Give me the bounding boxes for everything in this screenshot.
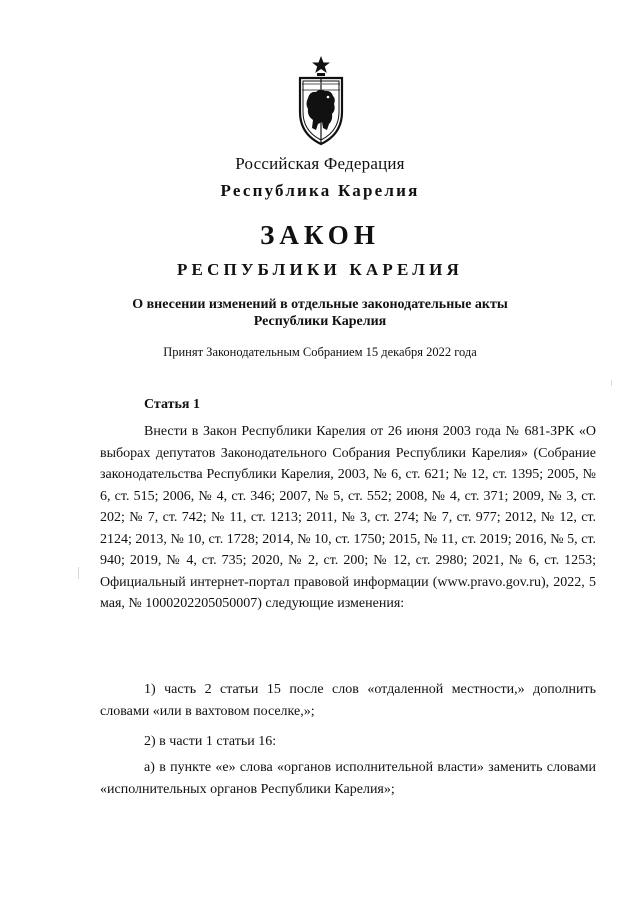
scan-artifact-mark <box>78 567 79 579</box>
law-subject <box>0 296 640 330</box>
amendment-item-1 <box>100 679 596 722</box>
law-subject-line-2: Республики Карелия <box>253 314 387 329</box>
country-name: Российская Федерация <box>235 154 405 173</box>
law-title: ЗАКОН <box>260 220 380 250</box>
amendment-item-2a <box>100 757 596 800</box>
adoption-note: Принят Законодательным Собранием 15 декабря 2022 года <box>163 345 477 359</box>
amendment-item-2 <box>100 731 596 753</box>
scan-artifact-mark <box>611 380 612 386</box>
law-subtitle: РЕСПУБЛИКИ КАРЕЛИЯ <box>176 260 464 279</box>
article-heading: Статья 1 <box>144 397 200 412</box>
republic-name: Республика Карелия <box>220 181 420 200</box>
article-intro-paragraph <box>100 421 596 615</box>
paragraph-text: 2) в части 1 статьи 16: <box>144 734 277 749</box>
paragraph-text: Внести в Закон Республики Карелия от 26 июня 2003 года № 681-ЗРК «О выборах депутатов Законодательного Собрания Республики Карелия» (Собрание законодательства Республики Карелия, 2003, № 6, ст. 621; № 12, ст. 1395; 2005, № 6, ст. 515; 2006, № 4, ст. 346; 2007, № 5, ст. 552; 2008, № 4, ст. 371; 2009, № 3, ст. 202; № 7, ст. 742; № 11, ст. 1213; 2011, № 3, ст. 274; № 7, ст. 977; 2012, № 12, ст. 2124; 2013, № 10, ст. 1728; 2014, № 10, ст. 1750; 2015, № 11, ст. 2019; 2016, № 5, ст. 940; 2019, № 4, ст. 735; 2020, № 2, ст. 200; № 12, ст. 2980; 2021, № 6, ст. 1253; Официальный интернет-портал правовой информации (www.pravo.gov.ru), 2022, 5 мая, № 1000202205050007) следующие изменения: <box>100 424 596 611</box>
karelia-coat-of-arms-icon <box>294 54 348 146</box>
paragraph-text: а) в пункте «е» слова «органов исполнительной власти» заменить словами «исполнительных органов Республики Карелия»; <box>100 760 596 797</box>
law-subject-line-1: О внесении изменений в отдельные законодательные акты <box>132 297 508 312</box>
paragraph-text: 1) часть 2 статьи 15 после слов «отдаленной местности,» дополнить словами «или в вахтовом поселке,»; <box>100 682 596 719</box>
